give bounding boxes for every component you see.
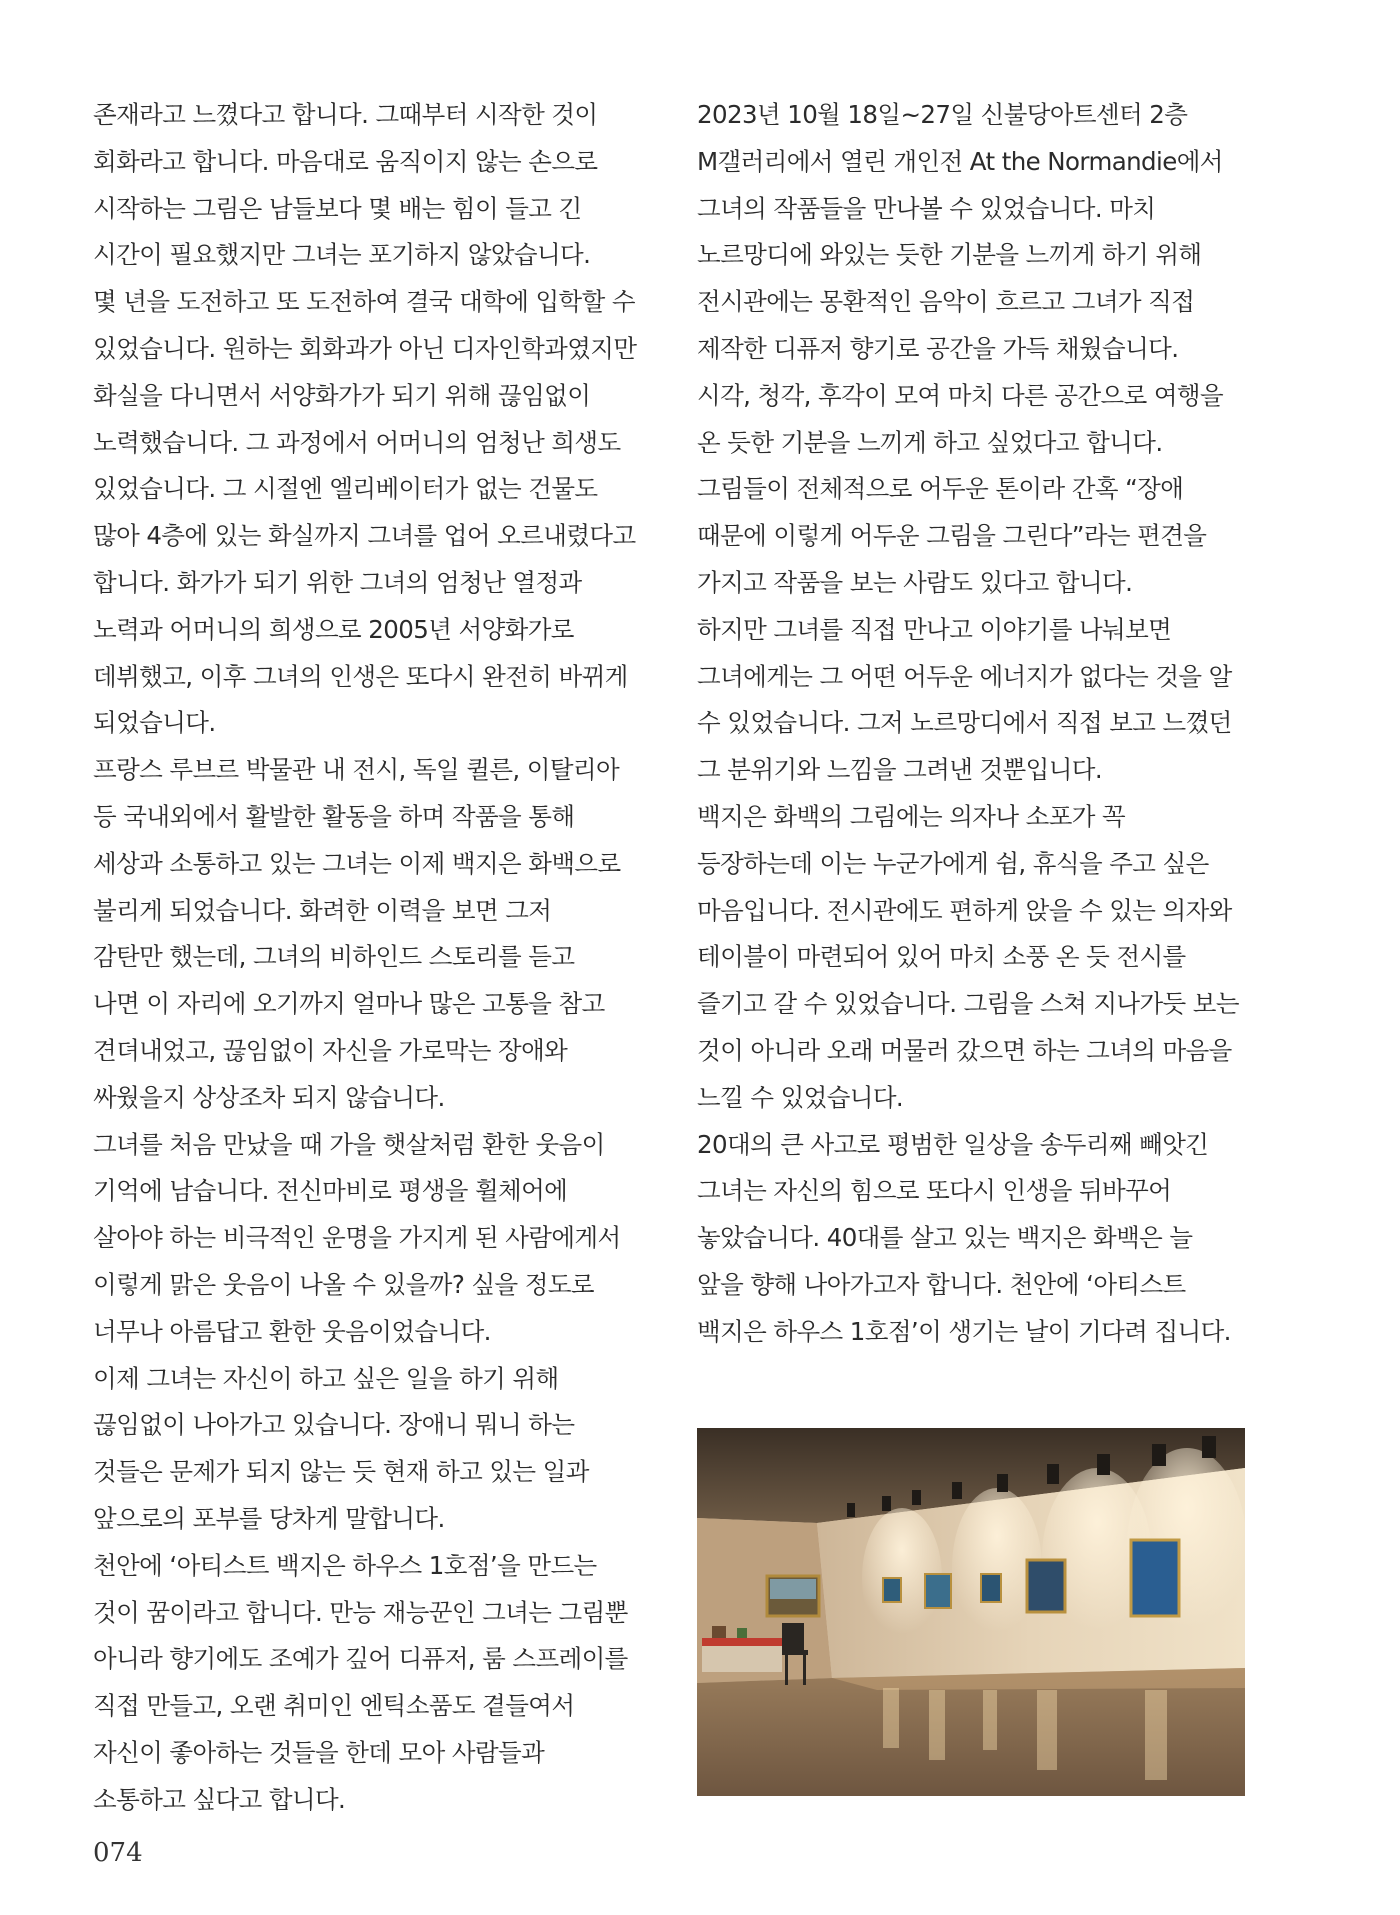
right-column-line: 제작한 디퓨저 향기로 공간을 가득 채웠습니다. — [697, 333, 1179, 363]
gallery-exhibition-photo — [697, 1428, 1245, 1796]
left-column-line: 싸웠을지 상상조차 되지 않습니다. — [93, 1082, 445, 1112]
right-column-line: 전시관에는 몽환적인 음악이 흐르고 그녀가 직접 — [697, 287, 1195, 317]
left-column-line: 앞으로의 포부를 당차게 말합니다. — [93, 1503, 445, 1533]
right-column-line: 시각, 청각, 후각이 모여 마치 다른 공간으로 여행을 — [697, 380, 1224, 410]
right-column-line: 노르망디에 와있는 듯한 기분을 느끼게 하기 위해 — [697, 240, 1202, 270]
right-column-line: 그 분위기와 느낌을 그려낸 것뿐입니다. — [697, 755, 1103, 785]
left-column-line: 자신이 좋아하는 것들을 한데 모아 사람들과 — [93, 1737, 545, 1767]
left-column-line: 시간이 필요했지만 그녀는 포기하지 않았습니다. — [93, 240, 591, 270]
left-column-line: 존재라고 느꼈다고 합니다. 그때부터 시작한 것이 — [93, 100, 598, 129]
right-column-line: 놓았습니다. 40대를 살고 있는 백지은 화백은 늘 — [697, 1223, 1193, 1253]
left-column-line: 화실을 다니면서 서양화가가 되기 위해 끊임없이 — [93, 380, 591, 410]
left-column-line: 시작하는 그림은 남들보다 몇 배는 힘이 들고 긴 — [93, 193, 582, 223]
right-column-line: 그림들이 전체적으로 어두운 톤이라 간혹 “장애 — [697, 474, 1184, 504]
right-column-line: 2023년 10월 18일~27일 신불당아트센터 2층 — [697, 100, 1188, 129]
left-column-line: 되었습니다. — [93, 708, 216, 738]
right-column-line: 마음입니다. 전시관에도 편하게 앉을 수 있는 의자와 — [697, 895, 1232, 925]
left-column-line: 회화라고 합니다. 마음대로 움직이지 않는 손으로 — [93, 146, 598, 176]
left-column-line: 기억에 남습니다. 전신마비로 평생을 휠체어에 — [93, 1176, 568, 1206]
left-column-line: 견뎌내었고, 끊임없이 자신을 가로막는 장애와 — [93, 1035, 568, 1065]
right-column-line: 등장하는데 이는 누군가에게 쉼, 휴식을 주고 싶은 — [697, 848, 1209, 878]
left-column-line: 노력했습니다. 그 과정에서 어머니의 엄청난 희생도 — [93, 427, 621, 457]
right-column-line: 것이 아니라 오래 머물러 갔으면 하는 그녀의 마음을 — [697, 1035, 1232, 1065]
right-column-line: 백지은 화백의 그림에는 의자나 소포가 꼭 — [697, 801, 1126, 831]
left-text-column — [93, 92, 663, 1823]
page-number: 074 — [93, 1838, 143, 1868]
left-column-line: 많아 4층에 있는 화실까지 그녀를 업어 오르내렸다고 — [93, 521, 636, 551]
right-column-line: 그녀의 작품들을 만나볼 수 있었습니다. 마치 — [697, 193, 1156, 223]
right-text-column — [697, 92, 1267, 1356]
left-column-line: 그녀를 처음 만났을 때 가을 햇살처럼 환한 웃음이 — [93, 1129, 605, 1159]
left-column-line: 합니다. 화가가 되기 위한 그녀의 엄청난 열정과 — [93, 567, 582, 597]
left-column-line: 이렇게 맑은 웃음이 나올 수 있을까? 싶을 정도로 — [93, 1269, 594, 1299]
right-column-line: 20대의 큰 사고로 평범한 일상을 송두리째 빼앗긴 — [697, 1129, 1209, 1159]
left-column-line: 있었습니다. 그 시절엔 엘리베이터가 없는 건물도 — [93, 474, 598, 504]
right-column-line: 그녀는 자신의 힘으로 또다시 인생을 뒤바꾸어 — [697, 1176, 1172, 1206]
left-column-line: 불리게 되었습니다. 화려한 이력을 보면 그저 — [93, 895, 552, 925]
left-column-line: 것들은 문제가 되지 않는 듯 현재 하고 있는 일과 — [93, 1457, 589, 1487]
left-column-line: 직접 만들고, 오랜 취미인 엔틱소품도 곁들여서 — [93, 1691, 575, 1721]
right-column-line: 하지만 그녀를 직접 만나고 이야기를 나눠보면 — [697, 614, 1172, 644]
right-column-line: 수 있었습니다. 그저 노르망디에서 직접 보고 느꼈던 — [697, 708, 1232, 738]
right-column-line: M갤러리에서 열린 개인전 At the Normandie에서 — [697, 146, 1223, 176]
right-column-line: 백지은 하우스 1호점’이 생기는 날이 기다려 집니다. — [697, 1316, 1231, 1346]
right-column-line: 즐기고 갈 수 있었습니다. 그림을 스쳐 지나가듯 보는 — [697, 989, 1239, 1019]
right-column-line: 온 듯한 기분을 느끼게 하고 싶었다고 합니다. — [697, 427, 1163, 457]
right-column-line: 그녀에게는 그 어떤 어두운 에너지가 없다는 것을 알 — [697, 661, 1232, 691]
right-column-line: 테이블이 마련되어 있어 마치 소풍 온 듯 전시를 — [697, 942, 1186, 972]
left-column-line: 세상과 소통하고 있는 그녀는 이제 백지은 화백으로 — [93, 848, 621, 878]
left-column-line: 것이 꿈이라고 합니다. 만능 재능꾼인 그녀는 그림뿐 — [93, 1597, 628, 1627]
left-column-line: 데뷔했고, 이후 그녀의 인생은 또다시 완전히 바뀌게 — [93, 661, 628, 691]
left-column-line: 나면 이 자리에 오기까지 얼마나 많은 고통을 참고 — [93, 989, 605, 1019]
left-column-line: 이제 그녀는 자신이 하고 싶은 일을 하기 위해 — [93, 1363, 559, 1393]
left-column-line: 몇 년을 도전하고 또 도전하여 결국 대학에 입학할 수 — [93, 287, 635, 317]
left-column-line: 프랑스 루브르 박물관 내 전시, 독일 퀼른, 이탈리아 — [93, 755, 620, 785]
left-column-line: 살아야 하는 비극적인 운명을 가지게 된 사람에게서 — [93, 1223, 621, 1253]
right-column-line: 느낄 수 있었습니다. — [697, 1082, 904, 1112]
left-column-line: 너무나 아름답고 환한 웃음이었습니다. — [93, 1316, 491, 1346]
right-column-line: 가지고 작품을 보는 사람도 있다고 합니다. — [697, 567, 1133, 597]
left-column-line: 있었습니다. 원하는 회화과가 아닌 디자인학과였지만 — [93, 333, 637, 363]
right-column-line: 앞을 향해 나아가고자 합니다. 천안에 ‘아티스트 — [697, 1269, 1186, 1299]
left-column-line: 아니라 향기에도 조예가 깊어 디퓨저, 룸 스프레이를 — [93, 1644, 628, 1674]
left-column-line: 소통하고 싶다고 합니다. — [93, 1784, 346, 1814]
left-column-line: 끊임없이 나아가고 있습니다. 장애니 뭐니 하는 — [93, 1410, 575, 1440]
left-column-line: 등 국내외에서 활발한 활동을 하며 작품을 통해 — [93, 801, 575, 831]
right-column-line: 때문에 이렇게 어두운 그림을 그린다”라는 편견을 — [697, 521, 1207, 551]
left-column-line: 천안에 ‘아티스트 백지은 하우스 1호점’을 만드는 — [93, 1550, 597, 1580]
left-column-line: 노력과 어머니의 희생으로 2005년 서양화가로 — [93, 614, 574, 644]
left-column-line: 감탄만 했는데, 그녀의 비하인드 스토리를 듣고 — [93, 942, 575, 972]
